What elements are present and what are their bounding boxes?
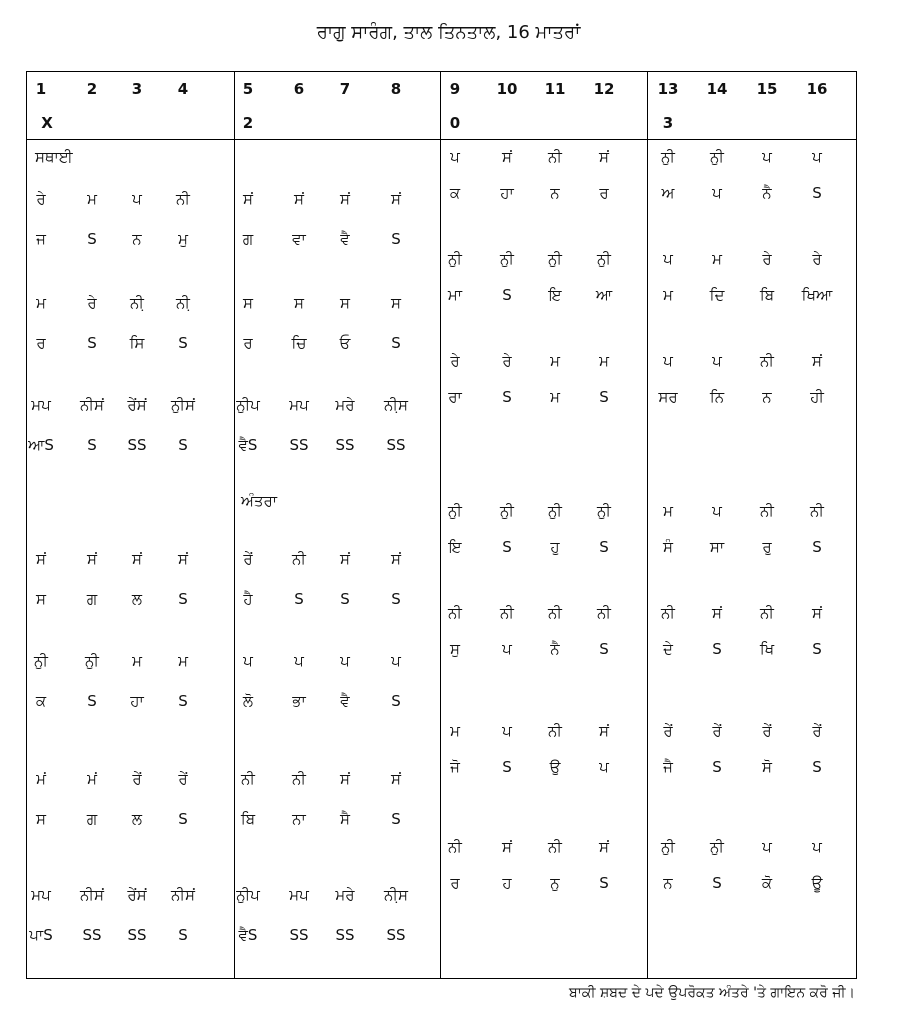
lyric-syllable: S [599, 874, 609, 892]
swar-note: ਰੇ [87, 294, 97, 312]
swar-note: ਨੀ [548, 838, 562, 856]
lyric-syllable: S [712, 640, 722, 658]
lyric-syllable: ਹੀ [810, 388, 824, 406]
swar-note: ਪ [243, 652, 253, 670]
swar-note: ਨੁੀ [500, 250, 514, 268]
lyric-syllable: ਹਾ [500, 184, 514, 202]
swar-note: ਸਂ [36, 550, 46, 568]
lyric-syllable: ਪ [712, 184, 722, 202]
swar-note: ਸਂ [391, 770, 401, 788]
lyric-syllable: SS [386, 436, 406, 454]
swar-note: ਰੇ [502, 352, 512, 370]
swar-note: ਮਂ [87, 770, 97, 788]
lyric-syllable: ਜੈ [663, 758, 673, 776]
swar-note: ਨੁੀ [710, 838, 724, 856]
lyric-syllable: ਅ [661, 184, 675, 202]
lyric-syllable: ਲ [131, 810, 143, 828]
lyric-syllable: ਰਾ [448, 388, 462, 406]
swar-note: ਰੇਂ [762, 722, 772, 740]
swar-note: ਨੁੀ [661, 148, 675, 166]
lyric-syllable: ਸ [36, 810, 46, 828]
swar-note: ਰੇਂ [178, 770, 188, 788]
lyric-syllable: ਕ [35, 692, 47, 710]
lyric-syllable: ਓ [339, 334, 351, 352]
swar-note: ਨੀ [810, 502, 824, 520]
lyric-syllable: ਕੋ [761, 874, 773, 892]
lyric-syllable: S [391, 692, 401, 710]
swar-note: ਨੀ [176, 190, 190, 208]
lyric-syllable: ਰ [243, 334, 253, 352]
taal-mark: 2 [242, 114, 254, 132]
swar-note: ਸਂ [340, 770, 350, 788]
lyric-syllable: ਨ [550, 184, 560, 202]
lyric-syllable: S [178, 590, 188, 608]
swar-note: ਮ [599, 352, 609, 370]
lyric-syllable: SS [289, 436, 309, 454]
swar-note: ਪ [762, 838, 772, 856]
swar-note: ਰੇ [762, 250, 772, 268]
swar-note: ਨੀ [760, 502, 774, 520]
swar-note: ਪ [132, 190, 142, 208]
swar-note: ਨੀ [292, 550, 306, 568]
swar-note: ਨੀਸਂ [80, 886, 104, 904]
swar-note: ਰੇ [450, 352, 460, 370]
swar-note: ਪ [712, 352, 722, 370]
lyric-syllable: SS [127, 926, 147, 944]
lyric-syllable: S [712, 758, 722, 776]
lyric-syllable: ਨ [132, 230, 142, 248]
beat-number: 2 [86, 80, 98, 98]
lyric-syllable: S [87, 334, 97, 352]
swar-note: ਰੇਂ [812, 722, 822, 740]
lyric-syllable: ਮ [663, 286, 673, 304]
beat-number: 13 [657, 80, 679, 98]
lyric-syllable: S [294, 590, 304, 608]
lyric-syllable: ਭਾ [292, 692, 306, 710]
lyric-syllable: ਖਿ [759, 640, 775, 658]
swar-note: ਨੁੀ [500, 502, 514, 520]
swar-note: ਰੇਂ [243, 550, 253, 568]
swar-note: ਸ [243, 294, 253, 312]
swar-note: ਸਂ [502, 838, 512, 856]
swar-note: ਸ [294, 294, 304, 312]
lyric-syllable: S [340, 590, 350, 608]
lyric-syllable: ਰ [450, 874, 460, 892]
lyric-syllable: S [812, 758, 822, 776]
swar-note: ਸਂ [340, 190, 350, 208]
lyric-syllable: ਆS [28, 436, 54, 454]
lyric-syllable: S [391, 810, 401, 828]
lyric-syllable: SS [289, 926, 309, 944]
lyric-syllable: ਬਿ [240, 810, 256, 828]
lyric-syllable: S [712, 874, 722, 892]
swar-note: ਪ [712, 502, 722, 520]
swar-note: ਨੀ [241, 770, 255, 788]
lyric-syllable: S [178, 810, 188, 828]
lyric-syllable: SS [82, 926, 102, 944]
beat-number: 16 [806, 80, 828, 98]
swar-note: ਨੁੀਪ [236, 886, 260, 904]
lyric-syllable: S [599, 640, 609, 658]
lyric-syllable: S [502, 286, 512, 304]
swar-note: ਸਂ [340, 550, 350, 568]
lyric-syllable: SS [386, 926, 406, 944]
lyric-syllable: S [391, 230, 401, 248]
taal-mark: X [41, 114, 53, 132]
lyric-syllable: ਊ [811, 874, 823, 892]
swar-note: ਨੀ [448, 838, 462, 856]
beat-number: 1 [35, 80, 47, 98]
lyric-syllable: ਨਾ [292, 810, 306, 828]
swar-note: ਨੀਸਂ [80, 396, 104, 414]
lyric-syllable: ਪ [502, 640, 512, 658]
swar-note: ਨੀ [760, 604, 774, 622]
beat-number: 9 [449, 80, 461, 98]
swar-note: ਪ [812, 838, 822, 856]
beat-number: 14 [706, 80, 728, 98]
lyric-syllable: S [178, 334, 188, 352]
lyric-syllable: ਕ [449, 184, 461, 202]
lyric-syllable: S [178, 692, 188, 710]
swar-note: ਪ [502, 722, 512, 740]
swar-note: ਸਂ [132, 550, 142, 568]
lyric-syllable: ਸਾ [709, 538, 725, 556]
lyric-syllable: ਰੁ [762, 538, 772, 556]
swar-note: ਨੁੀ [548, 250, 562, 268]
lyric-syllable: ਆ [595, 286, 613, 304]
swar-note: ਰੇਂ [132, 770, 142, 788]
lyric-syllable: ਰ [599, 184, 609, 202]
lyric-syllable: ਨ [663, 874, 673, 892]
swar-note: ਨੀ਼ [130, 294, 144, 312]
lyric-syllable: ਲ [131, 590, 143, 608]
swar-note: ਨੁੀ [710, 148, 724, 166]
swar-note: ਸਂ [599, 148, 609, 166]
lyric-syllable: ਗ [242, 230, 254, 248]
swar-note: ਨੀ [292, 770, 306, 788]
swar-note: ਮਰੇ [335, 886, 355, 904]
swar-note: ਪ [340, 652, 350, 670]
swar-note: ਨੁੀਪ [236, 396, 260, 414]
swar-note: ਨੀ਼ਸ [384, 886, 408, 904]
beat-number: 3 [131, 80, 143, 98]
lyric-syllable: ਸੁ [450, 640, 460, 658]
swar-note: ਮ [178, 652, 188, 670]
swar-note: ਨੀ [500, 604, 514, 622]
lyric-syllable: S [502, 388, 512, 406]
lyric-syllable: ਵਾ [292, 230, 306, 248]
lyric-syllable: S [87, 692, 97, 710]
swar-note: ਨੀ਼ਸ [384, 396, 408, 414]
swar-note: ਨੀ [548, 604, 562, 622]
lyric-syllable: ਹ [502, 874, 512, 892]
lyric-syllable: ਖਿਆ [801, 286, 833, 304]
lyric-syllable: ਇ [448, 538, 462, 556]
swar-note: ਨੁੀਸਂ [171, 396, 195, 414]
lyric-syllable: ਜ [36, 230, 46, 248]
lyric-syllable: ਪਾS [29, 926, 53, 944]
lyric-syllable: ਚਿ [291, 334, 307, 352]
lyric-syllable: ਸ [36, 590, 46, 608]
lyric-syllable: ਬਿ [759, 286, 775, 304]
beat-number: 6 [293, 80, 305, 98]
swar-note: ਨੁੀ [448, 250, 462, 268]
lyric-syllable: S [812, 640, 822, 658]
lyric-syllable: S [502, 538, 512, 556]
swar-note: ਰੇ [36, 190, 46, 208]
swar-note: ਮਪ [31, 886, 51, 904]
swar-note: ਸਂ [599, 838, 609, 856]
swar-note: ਸਂ [294, 190, 304, 208]
lyric-syllable: ਇ [548, 286, 562, 304]
beat-number: 12 [593, 80, 615, 98]
lyric-syllable: SS [335, 436, 355, 454]
swar-note: ਸਂ [87, 550, 97, 568]
beat-number: 5 [242, 80, 254, 98]
swar-note: ਸਂ [502, 148, 512, 166]
lyric-syllable: ਮ [550, 388, 560, 406]
swar-note: ਨੀਸਂ [171, 886, 195, 904]
swar-note: ਨੀ [661, 604, 675, 622]
swar-note: ਪ [663, 250, 673, 268]
swar-note: ਪ [294, 652, 304, 670]
swar-note: ਰੇਂਸਂ [127, 396, 147, 414]
lyric-syllable: ਪ [599, 758, 609, 776]
lyric-syllable: S [178, 436, 188, 454]
lyric-syllable: S [599, 538, 609, 556]
lyric-syllable: S [391, 334, 401, 352]
swar-note: ਮ [87, 190, 97, 208]
swar-note: ਨੁੀ [548, 502, 562, 520]
swar-note: ਨੀ [448, 604, 462, 622]
swar-note: ਮ [550, 352, 560, 370]
lyric-syllable: S [87, 230, 97, 248]
lyric-syllable: ਲੋ [242, 692, 254, 710]
column-divider [440, 72, 441, 978]
swar-note: ਪ [450, 148, 460, 166]
beat-number: 7 [339, 80, 351, 98]
swar-note: ਸ [391, 294, 401, 312]
swar-note: ਸਂ [391, 190, 401, 208]
swar-note: ਮ [663, 502, 673, 520]
lyric-syllable: ਨੈ [762, 184, 772, 202]
lyric-syllable: S [391, 590, 401, 608]
lyric-syllable: ਸਿ [129, 334, 145, 352]
swar-note: ਮਪ [289, 886, 309, 904]
beat-number: 4 [177, 80, 189, 98]
lyric-syllable: ਉ [549, 758, 561, 776]
swar-note: ਨੁੀ [597, 250, 611, 268]
sthai-label: ਸਥਾਈ [35, 148, 73, 166]
lyric-syllable: SS [335, 926, 355, 944]
lyric-syllable: ਨਿ [709, 388, 725, 406]
lyric-syllable: ਹੁ [550, 538, 560, 556]
footer-note: ਬਾਕੀ ਸ਼ਬਦ ਦੇ ਪਦੇ ਉਪਰੋਕਤ ਅੰਤਰੇ 'ਤੇ ਗਾਇਨ ਕਰੋ ਜੀ। [569, 985, 855, 1001]
swar-note: ਨੀ [548, 722, 562, 740]
lyric-syllable: S [599, 388, 609, 406]
notation-table [26, 71, 857, 979]
column-divider [234, 72, 235, 978]
lyric-syllable: ਦੇ [663, 640, 673, 658]
lyric-syllable: S [87, 436, 97, 454]
swar-note: ਮਪ [289, 396, 309, 414]
swar-note: ਮ [712, 250, 722, 268]
swar-note: ਮਰੇ [335, 396, 355, 414]
swar-note: ਪ [663, 352, 673, 370]
swar-note: ਰੇਂ [712, 722, 722, 740]
swar-note: ਮ [450, 722, 460, 740]
lyric-syllable: S [812, 538, 822, 556]
lyric-syllable: ਦਿ [709, 286, 725, 304]
lyric-syllable: ਸਰ [658, 388, 678, 406]
lyric-syllable: ਸੋ [762, 758, 772, 776]
swar-note: ਮਂ [36, 770, 46, 788]
swar-note: ਮ [36, 294, 46, 312]
lyric-syllable: ਹੈ [243, 590, 253, 608]
lyric-syllable: S [178, 926, 188, 944]
lyric-syllable: ਮਾ [447, 286, 463, 304]
swar-note: ਨੀ [548, 148, 562, 166]
lyric-syllable: ਵੈS [238, 926, 258, 944]
lyric-syllable: ਸੈ [340, 810, 350, 828]
lyric-syllable: S [502, 758, 512, 776]
swar-note: ਨੁੀ [34, 652, 48, 670]
lyric-syllable: ਜੋ [450, 758, 460, 776]
beat-number: 8 [390, 80, 402, 98]
swar-note: ਸ [340, 294, 350, 312]
swar-note: ਨੁੀ [85, 652, 99, 670]
swar-note: ਨੀ [597, 604, 611, 622]
beat-number: 11 [544, 80, 566, 98]
lyric-syllable: ਨ [762, 388, 772, 406]
swar-note: ਮ [132, 652, 142, 670]
lyric-syllable: S [812, 184, 822, 202]
lyric-syllable: ਵੈS [238, 436, 258, 454]
taal-mark: 3 [662, 114, 674, 132]
swar-note: ਨੁੀ [597, 502, 611, 520]
lyric-syllable: ਗ [86, 810, 98, 828]
swar-note: ਨੁੀ [661, 838, 675, 856]
swar-note: ਰੇਂਸਂ [127, 886, 147, 904]
page-title: ਰਾਗੁ ਸਾਰੰਗ, ਤਾਲ ਤਿਨਤਾਲ, 16 ਮਾਤਰਾਂ [316, 22, 581, 43]
lyric-syllable: ਸੰ [663, 538, 673, 556]
lyric-syllable: ਨੁ [550, 874, 560, 892]
beat-number: 15 [756, 80, 778, 98]
swar-note: ਸਂ [391, 550, 401, 568]
beat-number: 10 [496, 80, 518, 98]
antra-label: ਅੰਤਰਾ [241, 492, 278, 510]
lyric-syllable: ਨੈ [550, 640, 560, 658]
swar-note: ਪ [812, 148, 822, 166]
swar-note: ਨੁੀ [448, 502, 462, 520]
swar-note: ਰੇ [812, 250, 822, 268]
swar-note: ਰੇਂ [663, 722, 673, 740]
swar-note: ਮਪ [31, 396, 51, 414]
swar-note: ਸਂ [243, 190, 253, 208]
lyric-syllable: SS [127, 436, 147, 454]
swar-note: ਸਂ [812, 604, 822, 622]
header-divider [27, 139, 856, 140]
lyric-syllable: ਹਾ [130, 692, 144, 710]
swar-note: ਸਂ [812, 352, 822, 370]
lyric-syllable: ਮੁ [178, 230, 188, 248]
lyric-syllable: ਰ [36, 334, 46, 352]
swar-note: ਨੀ [760, 352, 774, 370]
column-divider [647, 72, 648, 978]
swar-note: ਸਂ [712, 604, 722, 622]
lyric-syllable: ਗ [86, 590, 98, 608]
lyric-syllable: ਵੈ [340, 230, 350, 248]
swar-note: ਪ [391, 652, 401, 670]
lyric-syllable: ਵੈ [340, 692, 350, 710]
swar-note: ਸਂ [178, 550, 188, 568]
swar-note: ਨੀ਼ [176, 294, 190, 312]
swar-note: ਸਂ [599, 722, 609, 740]
taal-mark: 0 [449, 114, 461, 132]
swar-note: ਪ [762, 148, 772, 166]
